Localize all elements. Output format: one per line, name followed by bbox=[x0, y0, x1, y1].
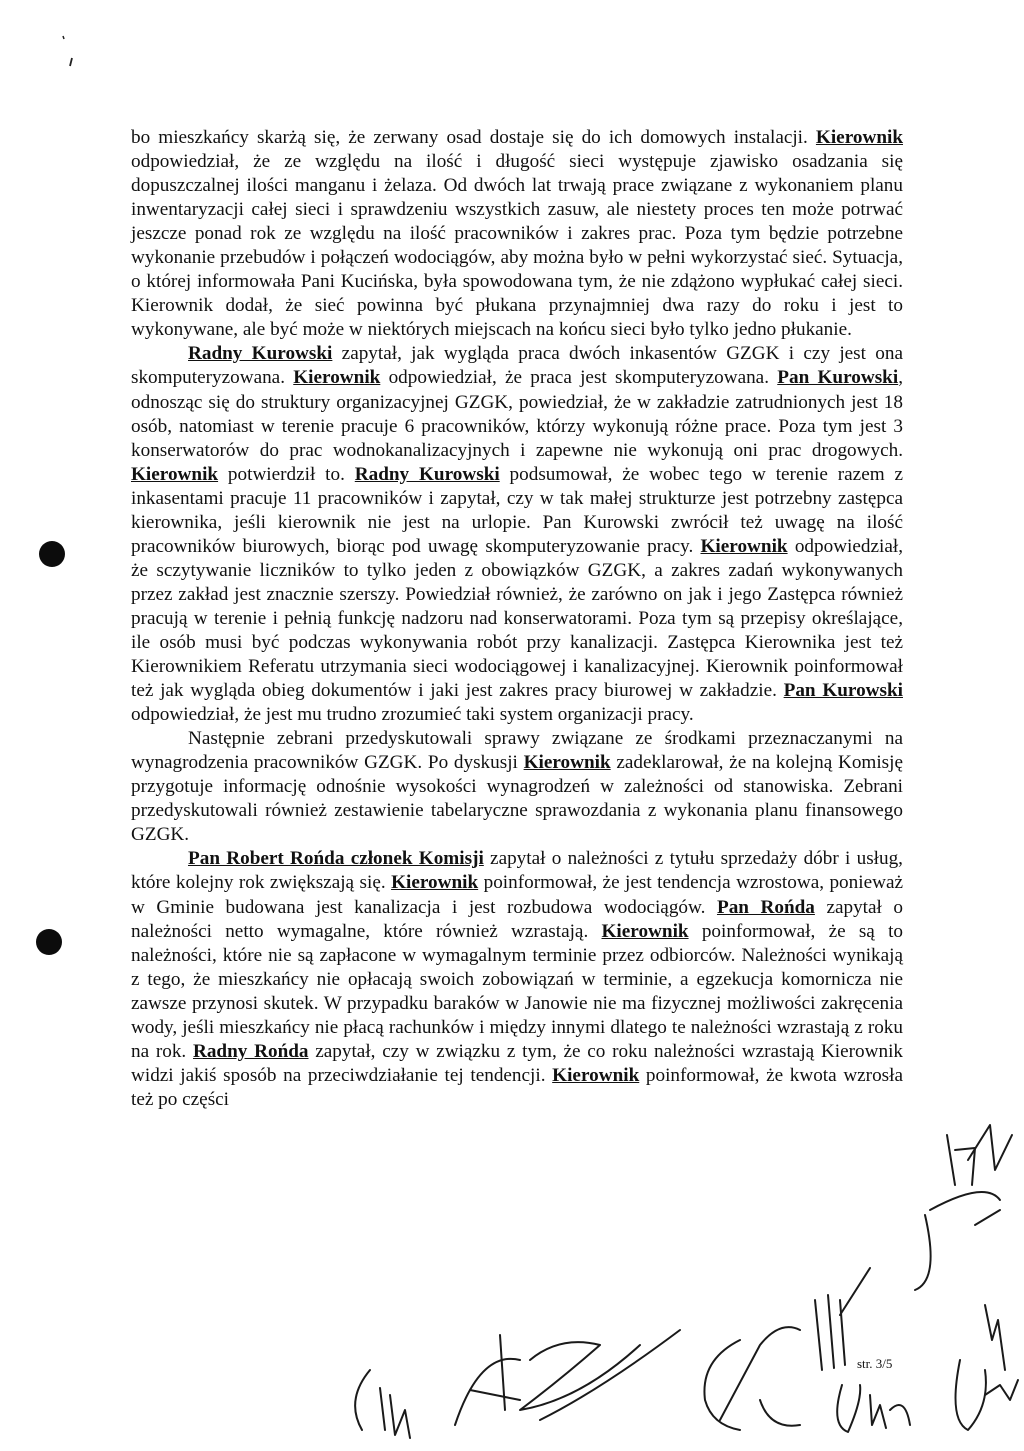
speaker-name: Kierownik bbox=[293, 367, 381, 389]
signature-bottom-4 bbox=[837, 1385, 910, 1432]
speaker-name: Kierownik bbox=[391, 872, 479, 894]
paragraph-text: odpowiedział, że praca jest skomputeryzowana. bbox=[380, 367, 778, 389]
signature-bottom-3 bbox=[704, 1268, 870, 1430]
speaker-name: Radny Kurowski bbox=[354, 463, 500, 485]
paragraph-text: zapytał, jak wygląda praca dwóch inkasentów GZGK i czy jest ona skomputeryzowana. bbox=[131, 343, 903, 389]
signature-bottom-2 bbox=[455, 1330, 680, 1425]
speaker-name: Pan Kurowski bbox=[783, 680, 903, 702]
paragraph-text: , odnosząc się do struktury organizacyjnej GZGK, powiedział, że w zakładzie zatrudnionych jest 18 osób, natomiast w terenie pracuje 6 pracowników, którzy wykonują różne prace. Poza tym jest 3 konserwatorów do prac wodnokanalizacyjnych i zapewne nie wykonują oni prac drogowych. bbox=[131, 367, 903, 461]
speaker-name: Pan Robert Rońda członek Komisji bbox=[188, 848, 484, 870]
paragraph-text: zapytał, czy w związku z tym, że co roku należności wzrastają Kierownik widzi jakiś sposób na przeciwdziałanie tej tendencji. bbox=[131, 1040, 904, 1086]
paragraph-text: podsumował, że wobec tego w terenie razem z inkasentami pracuje 11 pracowników i zapytał, czy w tak małej strukturze jest potrzebny zastępca kierownika, jeśli kierownik nie jest na urlopie. Pan Kurowski zwrócił też uwagę na ilość pracowników biurowych, biorąc pod uwagę skomputeryzowanie pracy. bbox=[131, 463, 904, 557]
speaker-name: Radny Kurowski bbox=[188, 343, 333, 365]
paragraph-text: bo mieszkańcy skarżą się, że zerwany osad dostaje się do ich domowych instalacji. bbox=[131, 127, 816, 148]
speaker-name: Kierownik bbox=[523, 752, 611, 774]
paragraph-text: poinformował, że jest tendencja wzrostowa, ponieważ w Gminie budowana jest kanalizacja i jest rozbudowa wodociągów. bbox=[131, 872, 903, 918]
paragraph-text: zapytał o należności z tytułu sprzedaży dóbr i usług, które kolejny rok zwiększają się. bbox=[131, 848, 903, 894]
paragraph-text: odpowiedział, że jest mu trudno zrozumieć taki system organizacji pracy. bbox=[131, 704, 694, 726]
page-number: str. 3/5 bbox=[857, 1356, 893, 1371]
paragraph-text: odpowiedział, że sczytywanie liczników to tylko jeden z obowiązków GZGK, a zakres zadań wykonywanych przez zakład jest znacznie szerszy. Powiedział również, że zarówno on jak i jego Zastępca również pracują w terenie i pełnią funkcję nadzoru nad konserwatorami. Poza tym są przepisy określające, ile osób musi być podczas wykonywania robót przy kanalizacji. Zastępca Kierownika jest też Kierownikiem Referatu utrzymania sieci wodociągowej i kanalizacyjnej. Kierownik poinformował też jak wygląda obieg dokumentów i jaki jest zakres pracy biurowej w zakładzie. bbox=[131, 535, 903, 702]
paragraph-text: potwierdził to. bbox=[218, 463, 355, 485]
speaker-name: Pan Kurowski bbox=[777, 367, 899, 389]
paragraph-text: poinformował, że są to należności, które nie są zapłacone w wymagalnym terminie przez odbiorców. Należności wynikają z tego, że mieszkańcy nie opłacają swoich zobowiązań w terminie, a egzekucja komornicza nie zawsze przynosi skutek. W przypadku baraków w Janowie nie ma fizycznej możliwości zakręcenia wody, jeśli mieszkańcy nie płacą rachunków i między innymi dlatego te należności wzrastają z roku na rok. bbox=[131, 920, 903, 1062]
signature-margin-right-top bbox=[915, 1125, 1012, 1290]
paragraph-text: odpowiedział, że ze względu na ilość i długość sieci występuje zjawisko osadzania się dopuszczalnej ilości manganu i żelaza. Od dwóch lat trwają prace związane z wykonaniem planu inwentaryzacji całej sieci i sprawdzeniu wszystkich zasuw, ale niestety proces ten może potrwać jeszcze ponad rok ze względu na ilość pracowników i zakres prac. Poza tym będzie potrzebne wykonanie przebudów i połączeń wodociągów, aby można było w pełni wykorzystać sieć. Sytuacja, o której informowała Pani Kucińska, była spowodowana tym, że nie zdążono wypłukać całej sieci. Kierownik dodał, że sieć powinna być płukana przynajmniej dwa razy do roku i jest to wykonywane, ale być może w niektórych miejscach na końcu sieci było tylko jedno płukanie. bbox=[131, 151, 903, 341]
speaker-name: Kierownik bbox=[601, 920, 689, 942]
speaker-name: Pan Rońda bbox=[716, 896, 815, 918]
paragraph-text: zadeklarował, że na kolejną Komisję przygotuje informację odnośnie wysokości wynagrodzeń w zależności od stanowiska. Zebrani przedyskutowali również zestawienie tabelaryczne sprawozdania z wykonania planu finansowego GZGK. bbox=[131, 752, 903, 846]
speaker-name: Kierownik bbox=[552, 1064, 640, 1086]
paragraph-text: Następnie zebrani przedyskutowali sprawy związane ze środkami przeznaczanymi na wynagrodzenia pracowników GZGK. Po dyskusji bbox=[131, 728, 903, 774]
speaker-name: Kierownik bbox=[815, 127, 903, 148]
speaker-name: Radny Rońda bbox=[192, 1040, 309, 1062]
speaker-name: Kierownik bbox=[131, 463, 219, 485]
paragraph-text: zapytał o należności netto wymagalne, które również wzrastają. bbox=[131, 896, 903, 942]
signature-bottom-1 bbox=[355, 1370, 410, 1438]
signature-margin-right-bottom bbox=[956, 1305, 1019, 1430]
paragraph-text: poinformował, że kwota wzrosła też po części bbox=[131, 1064, 903, 1110]
speaker-name: Kierownik bbox=[700, 535, 788, 557]
